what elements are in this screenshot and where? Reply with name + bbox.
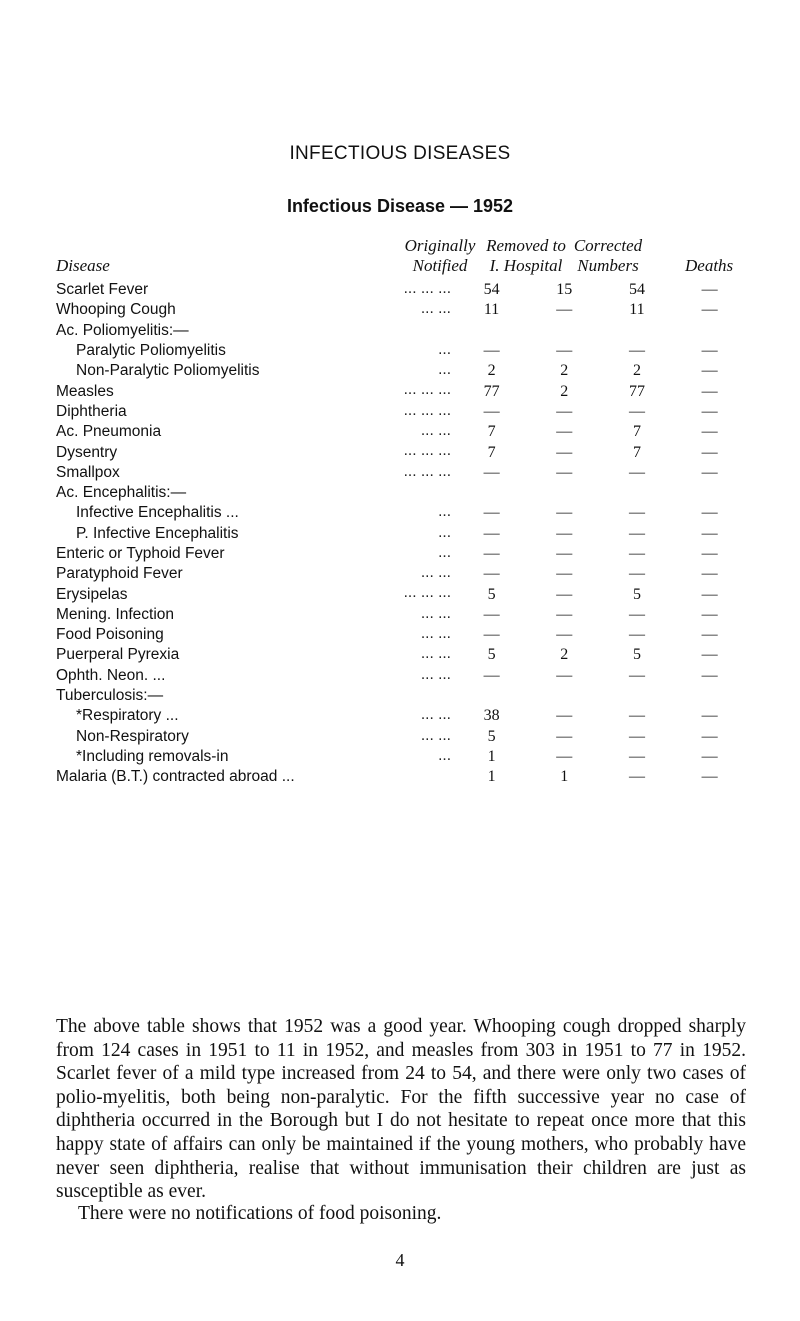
header-notified-line1: Originally [404, 236, 476, 255]
leader-dots: ... ... ... [403, 584, 451, 602]
disease-name: Scarlet Fever [56, 281, 149, 299]
cell-notified: 5 [487, 585, 496, 603]
cell-notified: 5 [487, 646, 496, 664]
cell-removed: — [556, 524, 573, 542]
leader-dots: ... ... [420, 625, 451, 643]
cell-corrected: — [628, 747, 645, 765]
cell-removed: — [556, 504, 573, 522]
leader-dots: ... ... [420, 665, 451, 683]
cell-corrected: 7 [632, 443, 641, 461]
cell-deaths [673, 321, 746, 341]
disease-name: Malaria (B.T.) contracted abroad ... [56, 768, 295, 786]
cell-notified: — [483, 342, 500, 360]
disease-name: Ac. Poliomyelitis:— [56, 321, 189, 339]
cell-corrected: 5 [632, 646, 641, 664]
cell-corrected: — [628, 605, 645, 623]
table-row [56, 767, 746, 787]
cell-removed: 1 [560, 768, 569, 786]
cell-corrected: — [628, 707, 645, 725]
leader-dots: ... [438, 523, 451, 541]
cell-notified: — [483, 605, 500, 623]
cell-removed: — [556, 423, 573, 441]
disease-name: Ac. Pneumonia [56, 423, 162, 441]
cell-notified: — [483, 463, 500, 481]
table-row [56, 321, 746, 341]
leader-dots: ... ... [420, 726, 451, 744]
table-row [56, 381, 746, 401]
disease-name: Ophth. Neon. ... [56, 666, 166, 684]
food-poisoning-note: There were no notifications of food poisoning. [78, 1203, 442, 1224]
disease-name: *Including removals-in [76, 747, 229, 765]
cell-deaths: — [701, 301, 718, 319]
table-row [56, 503, 746, 523]
cell-removed: — [556, 727, 573, 745]
disease-name: Non-Paralytic Poliomyelitis [76, 362, 260, 380]
cell-corrected: 54 [628, 281, 645, 299]
leader-dots: ... ... [420, 300, 451, 318]
leader-dots: ... [438, 340, 451, 358]
table-row [56, 727, 746, 747]
page-title: INFECTIOUS DISEASES [289, 143, 511, 164]
cell-deaths: — [701, 463, 718, 481]
cell-corrected: — [628, 342, 645, 360]
cell-corrected: 7 [632, 423, 641, 441]
cell-corrected: — [628, 504, 645, 522]
disease-name: Non-Respiratory [76, 727, 189, 745]
cell-corrected: — [628, 402, 645, 420]
header-removed-line2: I. Hospital [489, 256, 563, 275]
cell-notified: — [483, 666, 500, 684]
cell-corrected: — [628, 666, 645, 684]
cell-removed: — [556, 565, 573, 583]
cell-corrected: — [628, 768, 645, 786]
disease-name: P. Infective Encephalitis [76, 524, 239, 542]
cell-removed [528, 686, 601, 706]
table-row [56, 686, 746, 706]
disease-name: Ac. Encephalitis:— [56, 484, 187, 502]
table-row [56, 442, 746, 462]
cell-notified: — [483, 626, 500, 644]
cell-notified [455, 483, 528, 503]
cell-deaths: — [701, 585, 718, 603]
cell-corrected [601, 686, 674, 706]
cell-removed: 15 [556, 281, 573, 299]
page-number: 4 [395, 1250, 405, 1270]
disease-table [56, 280, 746, 787]
disease-name: Infective Encephalitis ... [76, 504, 239, 522]
cell-deaths [673, 686, 746, 706]
header-removed-line1: Removed to [486, 236, 566, 255]
header-corrected-line1: Corrected [573, 236, 643, 255]
cell-corrected: — [628, 565, 645, 583]
table-row [56, 361, 746, 381]
cell-notified: 7 [487, 443, 496, 461]
cell-notified: 1 [487, 747, 496, 765]
cell-notified: 11 [483, 301, 500, 319]
cell-corrected: — [628, 524, 645, 542]
disease-name: Paratyphoid Fever [56, 565, 183, 583]
cell-removed: 2 [560, 362, 569, 380]
table-row [56, 584, 746, 604]
disease-name: Mening. Infection [56, 605, 175, 623]
cell-removed: — [556, 342, 573, 360]
leader-dots: ... [438, 746, 451, 764]
table-row [56, 544, 746, 564]
cell-deaths: — [701, 545, 718, 562]
disease-name: Smallpox [56, 463, 120, 481]
cell-deaths: — [701, 362, 718, 380]
cell-deaths: — [701, 707, 718, 725]
cell-deaths: — [701, 727, 718, 745]
disease-name: *Respiratory ... [76, 707, 179, 725]
table-row [56, 422, 746, 442]
table-row [56, 666, 746, 686]
cell-deaths: — [701, 768, 718, 786]
table-row [56, 645, 746, 665]
body-paragraph: The above table shows that 1952 was a good year. Whooping cough dropped sharply from 124 cases in 1951 to 11 in 1952, and measles from 303 in 1951 to 77 in 1952. Scarlet fever of a mild type increased from 24 to 54, and there were only two cases of polio-myelitis, both being non-paralytic. For the fifth successive year no case of diphtheria occurred in the Borough but I do not hesitate to repeat once more that this happy state of affairs can only be maintained if the young mothers, who probably have never seen diphtheria, realise that without immunisation their children are just as susceptible as ever. [56, 1016, 746, 1203]
cell-deaths [673, 483, 746, 503]
table-row [56, 524, 746, 544]
header-deaths: Deaths [685, 256, 734, 275]
disease-name: Erysipelas [56, 585, 128, 603]
cell-removed [528, 321, 601, 341]
table-row [56, 300, 746, 320]
cell-corrected: — [628, 626, 645, 644]
cell-corrected: — [628, 463, 645, 481]
disease-name: Food Poisoning [56, 626, 164, 644]
leader-dots: ... ... [420, 645, 451, 663]
disease-name: Puerperal Pyrexia [56, 646, 180, 664]
table-row [56, 747, 746, 767]
leader-dots: ... ... [420, 604, 451, 622]
leader-dots: ... [438, 503, 451, 521]
leader-dots: ... ... [420, 422, 451, 440]
cell-removed [528, 483, 601, 503]
leader-dots: ... ... ... [403, 442, 451, 460]
cell-deaths: — [701, 504, 718, 522]
table-row [56, 706, 746, 726]
cell-corrected: 11 [629, 301, 645, 319]
cell-deaths: — [701, 565, 718, 583]
cell-notified [455, 321, 528, 341]
leader-dots: ... ... ... [403, 401, 451, 419]
table-row [56, 605, 746, 625]
cell-deaths: — [701, 402, 718, 420]
leader-dots: ... ... ... [403, 280, 451, 297]
cell-removed: — [556, 707, 573, 725]
cell-removed: — [556, 626, 573, 644]
cell-deaths: — [701, 605, 718, 623]
disease-name: Whooping Cough [56, 301, 176, 319]
cell-deaths: — [701, 747, 718, 765]
cell-notified: 7 [487, 423, 496, 441]
disease-name: Diphtheria [56, 402, 127, 420]
cell-deaths: — [701, 524, 718, 542]
table-row [56, 402, 746, 422]
cell-removed: — [556, 301, 573, 319]
cell-deaths: — [701, 281, 718, 299]
cell-corrected [601, 483, 674, 503]
cell-corrected: 2 [632, 362, 641, 380]
cell-deaths: — [701, 646, 718, 664]
cell-deaths: — [701, 666, 718, 684]
cell-notified: — [483, 504, 500, 522]
leader-dots: ... ... ... [403, 381, 451, 399]
cell-corrected [601, 321, 674, 341]
cell-corrected: 77 [628, 382, 645, 400]
cell-notified: 38 [483, 707, 500, 725]
header-disease: Disease [56, 256, 110, 275]
cell-notified: — [483, 565, 500, 583]
cell-notified: — [483, 545, 500, 562]
table-row [56, 341, 746, 361]
cell-notified: 54 [483, 281, 500, 299]
cell-removed: — [556, 443, 573, 461]
cell-removed: — [556, 402, 573, 420]
cell-removed: 2 [560, 382, 569, 400]
cell-notified: 2 [487, 362, 496, 380]
disease-name: Dysentry [56, 443, 118, 461]
cell-notified: 77 [483, 382, 500, 400]
leader-dots: ... ... ... [403, 462, 451, 480]
cell-notified: 1 [487, 768, 496, 786]
cell-removed: — [556, 605, 573, 623]
cell-notified: — [483, 524, 500, 542]
cell-deaths: — [701, 626, 718, 644]
disease-name: Enteric or Typhoid Fever [56, 545, 225, 562]
cell-deaths: — [701, 443, 718, 461]
table-row [56, 280, 746, 300]
cell-corrected: — [628, 727, 645, 745]
leader-dots: ... ... [420, 706, 451, 724]
cell-removed: 2 [560, 646, 569, 664]
table-row [56, 564, 746, 584]
table-subtitle: Infectious Disease — 1952 [286, 196, 514, 216]
table-row [56, 483, 746, 503]
cell-removed: — [556, 585, 573, 603]
disease-name: Paralytic Poliomyelitis [76, 342, 226, 360]
leader-dots: ... ... [420, 564, 451, 582]
table-row [56, 625, 746, 645]
disease-name: Measles [56, 382, 114, 400]
leader-dots: ... [438, 361, 451, 379]
cell-removed: — [556, 463, 573, 481]
cell-notified: 5 [487, 727, 496, 745]
header-corrected-line2: Numbers [577, 256, 639, 275]
header-notified-line2: Notified [412, 256, 468, 275]
leader-dots: ... [438, 543, 451, 561]
table-row [56, 463, 746, 483]
cell-removed: — [556, 545, 573, 562]
cell-removed: — [556, 666, 573, 684]
cell-deaths: — [701, 342, 718, 360]
cell-deaths: — [701, 423, 718, 441]
cell-notified [455, 686, 528, 706]
disease-name: Tuberculosis:— [56, 687, 164, 705]
cell-removed: — [556, 747, 573, 765]
cell-deaths: — [701, 382, 718, 400]
cell-corrected: — [628, 545, 645, 562]
cell-corrected: 5 [632, 585, 641, 603]
cell-notified: — [483, 402, 500, 420]
